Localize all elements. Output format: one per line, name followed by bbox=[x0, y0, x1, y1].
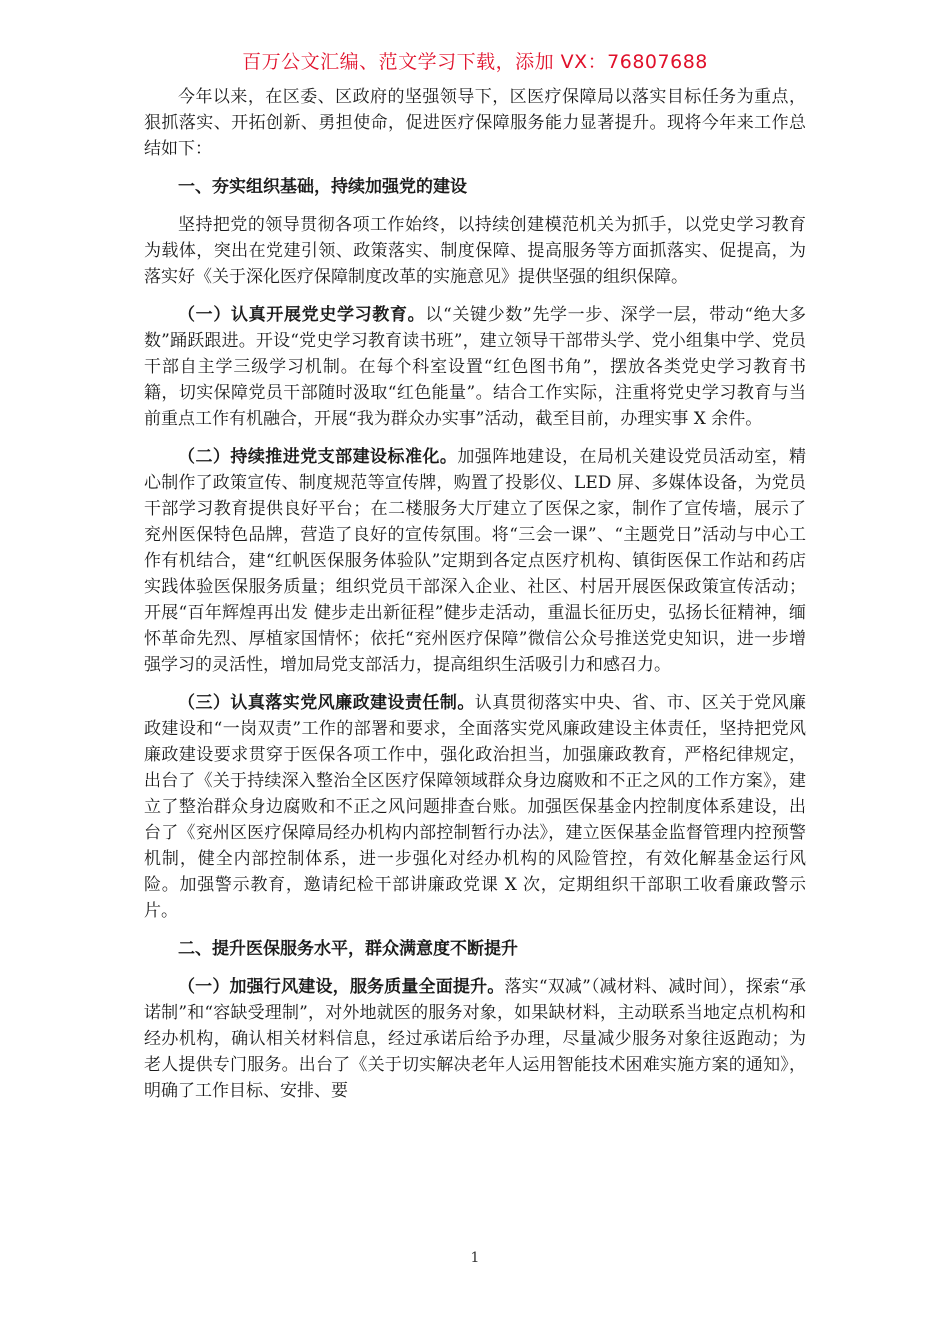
section-summary-1: 坚持把党的领导贯彻各项工作始终，以持续创建模范机关为抓手，以党史学习教育为载体，突出在党建引领、政策落实、制度保障、提高服务等方面抓落实、促提高，为落实好《关于深化医疗保障制度改革的实施意见》提供坚强的组织保障。 bbox=[144, 215, 806, 287]
page-number: 1 bbox=[470, 1250, 480, 1266]
subsection-title: （三）认真落实党风廉政建设责任制。 bbox=[178, 693, 475, 713]
subsection-text: 以“关键少数”先学一步、深学一层，带动“绝大多数”踊跃跟进。开设“党史学习教育读书班”，建立领导干部带头学、党小组集中学、党员干部自主学三级学习机制。在每个科室设置“红色图书角”，摆放各类党史学习教育书籍，切实保障党员干部随时汲取“红色能量”。结合工作实际，注重将党史学习教育与当前重点工作有机融合，开展“我为群众办实事”活动，截至目前，办理实事 X 余件。 bbox=[144, 305, 807, 429]
subsection-text: 落实“双减”（减材料、减时间），探索“承诺制”和“容缺受理制”，对外地就医的服务对象，如果缺材料，主动联系当地定点机构和经办机构，确认相关材料信息，经过承诺后给予办理，尽量减少服务对象往返跑动；为老人提供专门服务。出台了《关于切实解决老年人运用智能技术困难实施方案的通知》，明确了工作目标、安排、要 bbox=[144, 977, 807, 1101]
subsection-text: 加强阵地建设，在局机关建设党员活动室，精心制作了政策宣传、制度规范等宣传牌，购置了投影仪、LED 屏、多媒体设备，为党员干部学习教育提供良好平台；在二楼服务大厅建立了医保之家，制作了宣传墙，展示了兖州医保特色品牌，营造了良好的宣传氛围。将“三会一课”、“主题党日”活动与中心工作有机结合，建“红帆医保服务体验队”定期到各定点医疗机构、镇街医保工作站和药店实践体验医保服务质量；组织党员干部深入企业、社区、村居开展医保政策宣传活动；开展“百年辉煌再出发 健步走出新征程”健步走活动，重温长征历史，弘扬长征精神，缅怀革命先烈、厚植家国情怀；依托“兖州医疗保障”微信公众号推送党史知识，进一步增强学习的灵活性，增加局党支部活力，提高组织生活吸引力和感召力。 bbox=[144, 447, 807, 675]
subsection-title: （一）认真开展党史学习教育。 bbox=[178, 305, 426, 325]
document-body bbox=[144, 84, 806, 1104]
subsection-paragraph-2-1 bbox=[144, 974, 806, 1104]
subsection-text: 认真贯彻落实中央、省、市、区关于党风廉政建设和“一岗双责”工作的部署和要求，全面落实党风廉政建设主体责任，坚持把党风廉政建设要求贯穿于医保各项工作中，强化政治担当，加强廉政教育，严格纪律规定，出台了《关于持续深入整治全区医疗保障领域群众身边腐败和不正之风的工作方案》，建立了整治群众身边腐败和不正之风问题排查台账。加强医保基金内控制度体系建设，出台了《兖州区医疗保障局经办机构内部控制暂行办法》，建立医保基金监督管理内控预警机制，健全内部控制体系，进一步强化对经办机构的风险管控，有效化解基金运行风险。加强警示教育，邀请纪检干部讲廉政党课 X 次，定期组织干部职工收看廉政警示片。 bbox=[144, 693, 807, 921]
subsection-paragraph-1-3 bbox=[144, 690, 806, 924]
intro-paragraph: 今年以来，在区委、区政府的坚强领导下，区医疗保障局以落实目标任务为重点，狠抓落实、开拓创新、勇担使命，促进医疗保障服务能力显著提升。现将今年来工作总结如下： bbox=[144, 87, 806, 159]
subsection-title: （一）加强行风建设，服务质量全面提升。 bbox=[178, 977, 505, 997]
subsection-paragraph-1-1 bbox=[144, 302, 806, 432]
subsection-title: （二）持续推进党支部建设标准化。 bbox=[178, 447, 458, 467]
section-heading-2: 二、提升医保服务水平，群众满意度不断提升 bbox=[178, 939, 518, 959]
subsection-paragraph-1-2 bbox=[144, 444, 806, 678]
watermark-banner: 百万公文汇编、范文学习下载，添加 VX：76807688 bbox=[242, 51, 708, 73]
section-heading-1: 一、夯实组织基础，持续加强党的建设 bbox=[178, 177, 467, 197]
